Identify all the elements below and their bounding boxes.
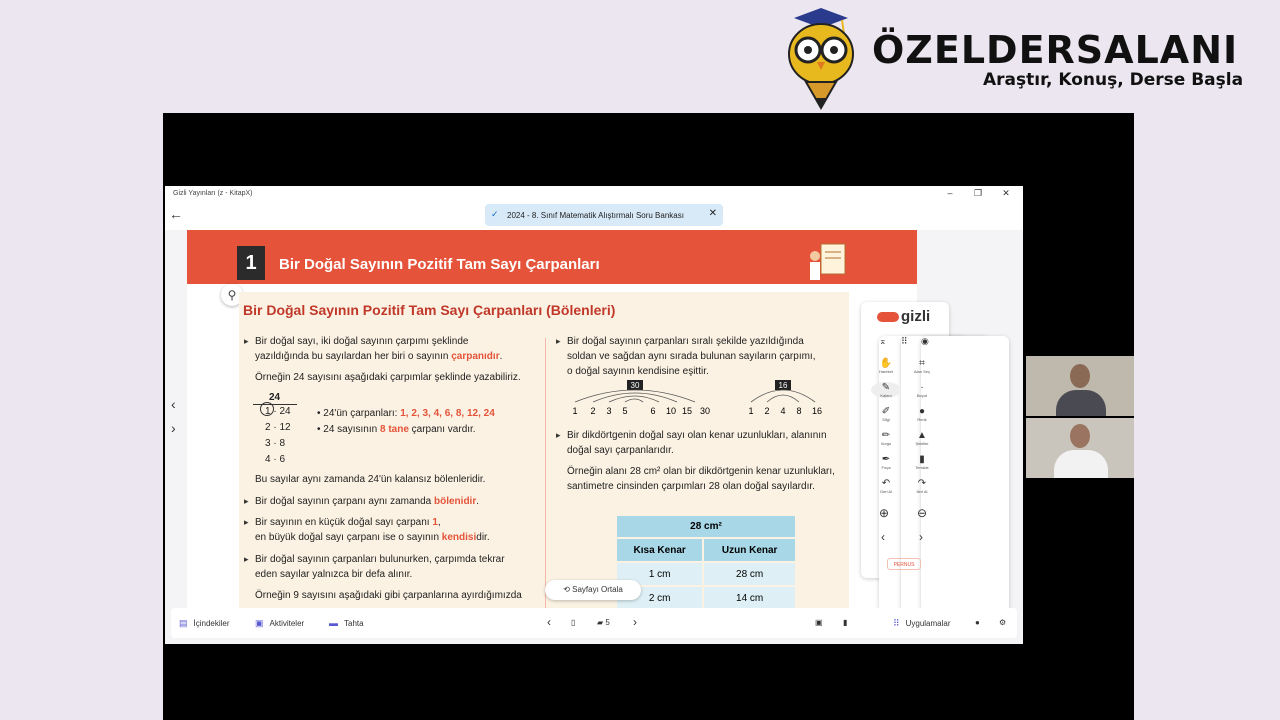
tool-next-icon[interactable]: › bbox=[919, 530, 923, 544]
apps-label: Uygulamalar bbox=[905, 619, 951, 628]
tool-undo[interactable] bbox=[871, 478, 901, 494]
tool-highlight[interactable] bbox=[871, 430, 901, 446]
tool-select-area[interactable] bbox=[907, 358, 937, 374]
highlight-text: 8 tane bbox=[379, 424, 409, 435]
tool-label: Kalem bbox=[880, 393, 892, 398]
history-icon: ⟲ bbox=[563, 585, 573, 594]
text-line: Bir doğal sayı, iki doğal sayının çarpımı şeklinde bbox=[255, 336, 469, 347]
tool-redo[interactable] bbox=[907, 478, 937, 494]
pin-icon[interactable]: ◉ bbox=[921, 336, 1009, 612]
brand-tagline: Araştır, Konuş, Derse Başla bbox=[983, 70, 1244, 90]
left-bullet-4 bbox=[255, 552, 505, 582]
diagram-value: 30 bbox=[699, 406, 711, 416]
diagram-value: 16 bbox=[811, 406, 823, 416]
apps-button[interactable] bbox=[893, 618, 951, 629]
settings-gear-icon[interactable]: ⚙ bbox=[999, 618, 1007, 627]
table-header: Kısa Kenar bbox=[617, 538, 703, 562]
diagram-value: 3 bbox=[606, 406, 612, 416]
factor-row: 1 · 24 bbox=[265, 406, 291, 417]
text-line: yazıldığında bu sayılardan her biri o sayının bbox=[255, 351, 452, 362]
diagram-value: 1 bbox=[572, 406, 578, 416]
page-number: 5 bbox=[605, 618, 610, 627]
center-page-button[interactable] bbox=[545, 580, 641, 600]
text-line: Bu sayılar aynı zamanda 24'ün kalansız bölenleridir. bbox=[255, 474, 486, 485]
tool-color[interactable] bbox=[907, 406, 937, 422]
text-line: eden sayılar yalnızca bir defa alınır. bbox=[255, 569, 413, 580]
table-cell: 14 cm bbox=[703, 586, 795, 608]
pair-arc bbox=[767, 395, 799, 402]
example-28 bbox=[567, 464, 835, 494]
factor-row: 2 · 12 bbox=[265, 422, 291, 433]
text-line: Bir doğal sayının çarpanları sıralı şekilde yazıldığında bbox=[567, 336, 804, 347]
crop-icon: ⌗ bbox=[919, 358, 925, 369]
app-window bbox=[165, 186, 1023, 644]
prev-page-icon[interactable]: ‹ bbox=[547, 615, 551, 629]
next-page-arrow-icon[interactable]: › bbox=[171, 420, 176, 436]
tool-panel bbox=[861, 302, 949, 578]
tool-eraser[interactable] bbox=[871, 406, 901, 422]
center-page-label: Sayfayı Ortala bbox=[572, 585, 623, 594]
collapse-icon[interactable]: ⌅ bbox=[879, 336, 967, 612]
grid-icon[interactable]: ⠿ bbox=[901, 336, 989, 612]
table-cell: 28 cm bbox=[703, 562, 795, 586]
participant-head bbox=[1070, 364, 1090, 388]
tool-label: Hareket bbox=[878, 369, 893, 374]
document-chip[interactable] bbox=[485, 204, 723, 226]
tool-brush[interactable] bbox=[871, 454, 901, 470]
activities-label: Aktiviteler bbox=[269, 619, 305, 628]
save-icon[interactable]: ▣ bbox=[815, 618, 823, 627]
left-bullet-3 bbox=[255, 515, 490, 545]
factor-note-1: • 24'ün çarpanları: 1, 2, 3, 4, 6, 8, 12, 24 bbox=[317, 408, 495, 419]
text-line: dir. bbox=[476, 532, 490, 543]
eraser-icon: ✐ bbox=[881, 406, 891, 417]
shapes-icon: ▲ bbox=[917, 430, 927, 441]
tool-label: Temizle bbox=[915, 465, 929, 470]
participant-head bbox=[1070, 424, 1090, 448]
factor-row: 4 · 6 bbox=[265, 454, 286, 465]
book-page bbox=[187, 230, 917, 608]
activity-icon: ▣ bbox=[255, 618, 264, 628]
highlighter-icon: ✏ bbox=[881, 430, 891, 441]
text-line: santimetre cinsinden çarpımları 28 olan doğal sayılardır. bbox=[567, 481, 815, 492]
participant-body bbox=[1054, 450, 1108, 478]
tool-label: Renk bbox=[917, 417, 927, 422]
text-line: en büyük doğal sayı çarpanı ise o sayının bbox=[255, 532, 442, 543]
apps-grid-icon: ⠿ bbox=[893, 618, 900, 628]
dot-icon: · bbox=[920, 382, 924, 393]
delete-icon[interactable]: ▮ bbox=[843, 618, 848, 627]
list-icon: ▤ bbox=[179, 618, 188, 628]
diagram-value: 4 bbox=[780, 406, 786, 416]
right-bullet-2 bbox=[567, 428, 827, 458]
pen-icon: ✎ bbox=[881, 382, 891, 393]
owl-logo-icon bbox=[784, 6, 858, 110]
bottom-bar bbox=[171, 608, 1017, 638]
pair-arc bbox=[593, 393, 677, 402]
logo-text: gizli bbox=[901, 308, 931, 325]
back-arrow-icon[interactable]: ← bbox=[169, 206, 183, 222]
diagram-value: 2 bbox=[590, 406, 596, 416]
activities-button[interactable] bbox=[255, 618, 304, 629]
trash-icon: ▮ bbox=[919, 454, 925, 465]
close-window-icon[interactable]: ✕ bbox=[1002, 188, 1010, 198]
dimension-table bbox=[617, 516, 795, 608]
book-icon: ▰ bbox=[597, 618, 606, 627]
text-line: Bir doğal sayının çarpanı aynı zamanda bbox=[255, 496, 434, 507]
diagram-value: 6 bbox=[650, 406, 656, 416]
text-line: Bir doğal sayının çarpanları bulunurken, çarpımda tekrar bbox=[255, 554, 505, 565]
factor-note-2: • 24 sayısının 8 tane çarpanı vardır. bbox=[317, 424, 476, 435]
tool-label: Alan Seç bbox=[913, 369, 930, 374]
highlight-text: kendisi bbox=[441, 532, 477, 543]
tool-prev-icon[interactable]: ‹ bbox=[881, 530, 885, 544]
diagram-value: 2 bbox=[764, 406, 770, 416]
restore-icon[interactable]: ❐ bbox=[973, 188, 983, 198]
tool-label: İleri Al bbox=[916, 489, 928, 494]
text-line: soldan ve sağdan aynı sırada bulunan sayıların çarpımı, bbox=[567, 351, 816, 362]
tool-label: Vurgu bbox=[880, 441, 892, 446]
window-title: Gizli Yayınları (z - KitapX) bbox=[173, 190, 253, 197]
brush-icon: ✒ bbox=[881, 454, 891, 465]
factor-row: 3 · 8 bbox=[265, 438, 286, 449]
diagram-value: 1 bbox=[748, 406, 754, 416]
right-bullet-1 bbox=[567, 334, 815, 379]
text-line: doğal sayı çarpanlarıdır. bbox=[567, 445, 674, 456]
text-line: çarpanı vardır. bbox=[408, 424, 476, 435]
brand-header bbox=[784, 6, 1244, 110]
video-tile-1 bbox=[1026, 356, 1134, 416]
diagram-16 bbox=[748, 380, 822, 416]
title-bar bbox=[165, 186, 1023, 202]
page-banner bbox=[187, 230, 917, 284]
text-line: . bbox=[499, 351, 503, 362]
circle-mark bbox=[260, 402, 274, 416]
text-line: . bbox=[476, 496, 480, 507]
highlight-text: bölenidir bbox=[434, 496, 477, 507]
folder-icon: ▬ bbox=[329, 618, 338, 628]
teacher-illustration-icon bbox=[807, 240, 847, 282]
section-number: 1 bbox=[237, 246, 265, 280]
video-tile-2 bbox=[1026, 418, 1134, 478]
tool-size[interactable] bbox=[907, 382, 937, 398]
highlight-text: 1 bbox=[432, 517, 438, 528]
left-bullet-2 bbox=[255, 494, 479, 509]
hand-icon: ✋ bbox=[879, 358, 893, 369]
diagram-30 bbox=[572, 380, 710, 416]
tool-label: Boyut bbox=[916, 393, 928, 398]
page-indicator[interactable] bbox=[597, 618, 610, 627]
page-content bbox=[239, 292, 849, 608]
user-icon[interactable]: ● bbox=[975, 618, 980, 627]
section-subtitle: Bir Doğal Sayının Pozitif Tam Sayı Çarpanları (Bölenleri) bbox=[243, 302, 616, 318]
redo-icon: ↷ bbox=[917, 478, 927, 489]
table-row bbox=[617, 562, 795, 586]
table-header: Uzun Kenar bbox=[703, 538, 795, 562]
contents-button[interactable] bbox=[179, 618, 230, 629]
highlight-text: çarpanıdır bbox=[451, 351, 500, 362]
undo-icon: ↶ bbox=[881, 478, 891, 489]
text-line: Örneğin 9 sayısını aşağıdaki gibi çarpanlarına ayırdığımızda bbox=[255, 590, 522, 601]
text-line: Bir dikdörtgenin doğal sayı olan kenar uzunlukları, alanının bbox=[567, 430, 827, 441]
text-line: , bbox=[437, 517, 441, 528]
tool-label: Fırça bbox=[881, 465, 891, 470]
contents-label: İçindekiler bbox=[193, 619, 230, 628]
zoom-out-icon[interactable]: ⊖ bbox=[917, 506, 928, 520]
table-cell: 2 cm bbox=[617, 586, 703, 608]
board-button[interactable] bbox=[329, 618, 364, 628]
text-line: 24'ün çarpanları: bbox=[323, 408, 401, 419]
gizli-logo bbox=[873, 308, 937, 330]
single-page-icon[interactable]: ▯ bbox=[571, 618, 576, 627]
logo-mark-icon bbox=[877, 312, 899, 322]
participant-body bbox=[1056, 390, 1106, 416]
diagram-label: 16 bbox=[778, 381, 788, 390]
publisher-button[interactable]: PERNUS bbox=[887, 558, 921, 570]
drop-icon: ● bbox=[918, 406, 926, 417]
close-chip-icon[interactable]: ✕ bbox=[708, 208, 717, 219]
table-cell: 1 cm bbox=[617, 562, 703, 586]
left-bullet-1 bbox=[255, 334, 502, 364]
diagram-label: 30 bbox=[630, 381, 640, 390]
table-caption: 28 cm² bbox=[617, 516, 795, 538]
zoom-in-icon[interactable]: ⊕ bbox=[879, 506, 890, 520]
text-line: Örneğin alanı 28 cm² olan bir dikdörtgenin kenar uzunlukları, bbox=[567, 466, 835, 477]
table-row bbox=[617, 586, 795, 608]
example-text: Örneğin 24 sayısını aşağıdaki çarpımlar şeklinde yazabiliriz. bbox=[255, 372, 521, 383]
next-page-icon[interactable]: › bbox=[633, 615, 637, 629]
banner-title: Bir Doğal Sayının Pozitif Tam Sayı Çarpanları bbox=[279, 256, 600, 273]
tool-label: Silgi bbox=[882, 417, 890, 422]
text-line: o doğal sayının kendisine eşittir. bbox=[567, 366, 709, 377]
diagram-value: 15 bbox=[681, 406, 693, 416]
diagram-value: 5 bbox=[622, 406, 628, 416]
minimize-icon[interactable]: – bbox=[947, 188, 953, 198]
top-toolbar bbox=[165, 202, 1023, 230]
text-line: Bir sayının en küçük doğal sayı çarpanı bbox=[255, 517, 433, 528]
tool-label: Geri Al bbox=[879, 489, 892, 494]
pair-arc bbox=[751, 390, 815, 402]
search-icon[interactable]: ⚲ bbox=[221, 284, 243, 306]
prev-page-arrow-icon[interactable]: ‹ bbox=[171, 396, 176, 412]
pairing-diagrams bbox=[565, 380, 825, 416]
board-label: Tahta bbox=[344, 619, 364, 628]
tool-pen[interactable] bbox=[871, 382, 901, 398]
check-icon: ✓ bbox=[491, 209, 499, 219]
highlight-text: 1, 2, 3, 4, 6, 8, 12, 24 bbox=[400, 408, 495, 419]
diagram-value: 10 bbox=[665, 406, 677, 416]
text-line: 24 sayısının bbox=[323, 424, 380, 435]
pair-arc bbox=[625, 399, 643, 402]
tool-shapes[interactable] bbox=[907, 430, 937, 446]
brand-name: ÖZELDERSALANI bbox=[872, 28, 1239, 72]
tool-clear[interactable] bbox=[907, 454, 937, 470]
document-chip-label: 2024 - 8. Sınıf Matematik Alıştırmalı Soru Bankası bbox=[507, 211, 684, 220]
diagram-value: 8 bbox=[796, 406, 802, 416]
tool-move[interactable] bbox=[871, 358, 901, 374]
factor-top: 24 bbox=[269, 392, 281, 403]
tool-label: Şekiller bbox=[915, 441, 929, 446]
column-divider bbox=[545, 338, 546, 608]
